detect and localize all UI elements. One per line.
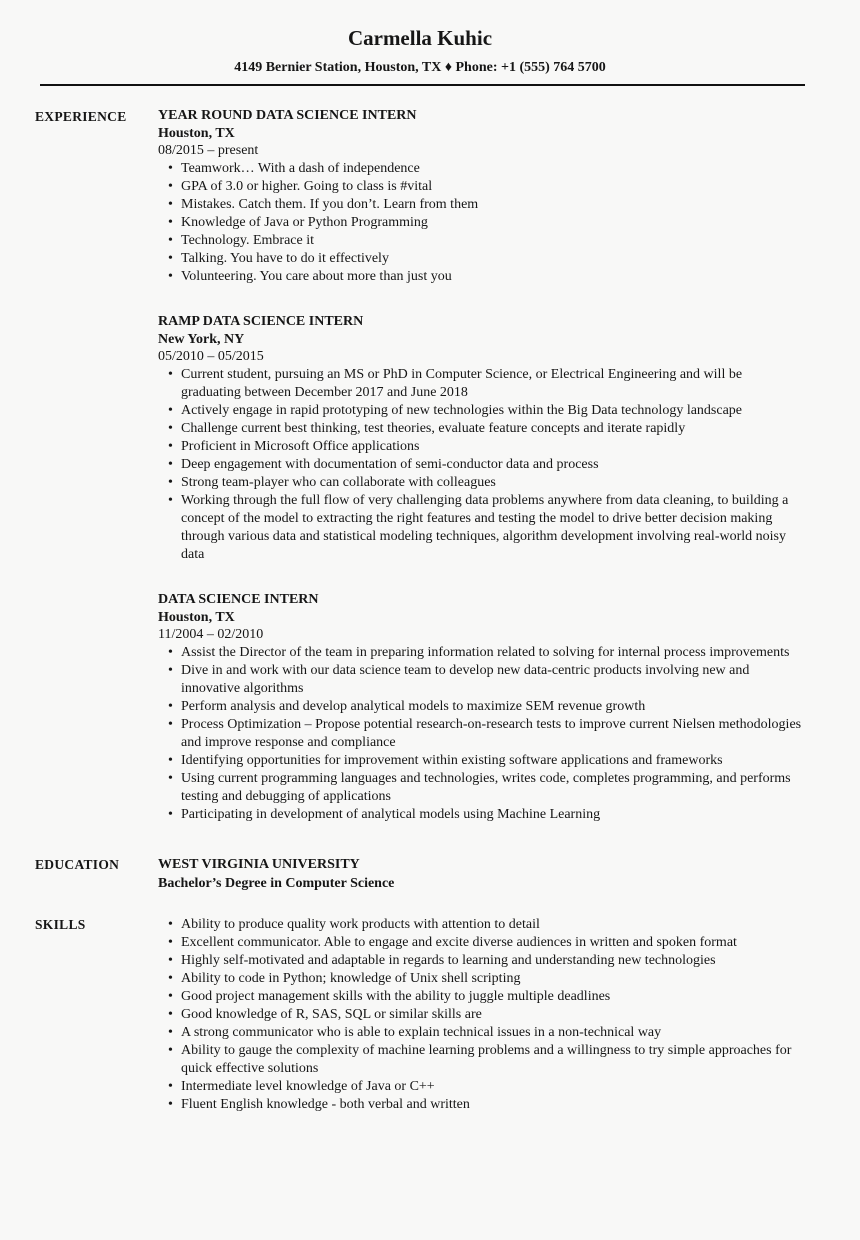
section-label-experience: EXPERIENCE: [35, 109, 127, 124]
job-location: Houston, TX: [158, 610, 235, 625]
bullet-item: • Intermediate level knowledge of Java or C++: [181, 1078, 805, 1096]
job-location: Houston, TX: [158, 126, 235, 141]
bullet-item: • Talking. You have to do it effectively: [181, 250, 805, 268]
job-title: DATA SCIENCE INTERN: [158, 592, 319, 607]
job-entry-3: [158, 591, 805, 824]
header-divider: [40, 84, 805, 86]
bullet-item: • Participating in development of analytical models using Machine Learning: [181, 806, 805, 824]
job-title: RAMP DATA SCIENCE INTERN: [158, 314, 364, 329]
bullet-item: • Current student, pursuing an MS or PhD in Computer Science, or Electrical Engineering and will be graduating between December 2017 and June 2018: [181, 366, 805, 402]
experience-body: [158, 107, 805, 824]
job-bullet-list: [158, 366, 805, 564]
contact-line: 4149 Bernier Station, Houston, TX ♦ Phone: +1 (555) 764 5700: [234, 60, 606, 75]
bullet-item: • Strong team-player who can collaborate with colleagues: [181, 474, 805, 492]
bullet-item: • GPA of 3.0 or higher. Going to class is #vital: [181, 178, 805, 196]
section-label-education: EDUCATION: [35, 857, 120, 872]
bullet-item: • Ability to gauge the complexity of machine learning problems and a willingness to try simple approaches for quick effective solutions: [181, 1042, 805, 1078]
education-body: [158, 855, 805, 893]
job-dates: 08/2015 – present: [158, 143, 259, 158]
job-bullet-list: [158, 644, 805, 824]
bullet-item: • Good project management skills with the ability to juggle multiple deadlines: [181, 988, 805, 1006]
bullet-item: • Volunteering. You care about more than just you: [181, 268, 805, 286]
bullet-item: • Technology. Embrace it: [181, 232, 805, 250]
job-title: YEAR ROUND DATA SCIENCE INTERN: [158, 108, 417, 123]
job-location: New York, NY: [158, 332, 245, 347]
job-dates: 05/2010 – 05/2015: [158, 349, 264, 364]
skills-body: [158, 915, 805, 1114]
section-label-skills: SKILLS: [35, 917, 86, 932]
bullet-item: • Good knowledge of R, SAS, SQL or similar skills are: [181, 1006, 805, 1024]
bullet-item: • Highly self-motivated and adaptable in regards to learning and understanding new technologies: [181, 952, 805, 970]
section-education: [35, 855, 805, 893]
bullet-item: • Teamwork… With a dash of independence: [181, 160, 805, 178]
job-entry-2: [158, 313, 805, 564]
bullet-item: • Using current programming languages and technologies, writes code, completes programming, and performs testing and debugging of applications: [181, 770, 805, 806]
section-skills: [35, 915, 805, 1114]
bullet-item: • Identifying opportunities for improvement within existing software applications and frameworks: [181, 752, 805, 770]
bullet-item: • Working through the full flow of very challenging data problems anywhere from data cleaning, to building a concept of the model to extracting the right features and testing the model to drive better decision making through various data and statistical modeling techniques, algorithm development involving real-world noisy data: [181, 492, 805, 564]
bullet-item: • Assist the Director of the team in preparing information related to solving for internal process improvements: [181, 644, 805, 662]
job-bullet-list: [158, 160, 805, 286]
bullet-item: • Process Optimization – Propose potential research-on-research tests to improve current Nielsen methodologies and improve response and compliance: [181, 716, 805, 752]
bullet-item: • Challenge current best thinking, test theories, evaluate feature concepts and iterate rapidly: [181, 420, 805, 438]
job-dates: 11/2004 – 02/2010: [158, 627, 264, 642]
bullet-item: • Ability to produce quality work products with attention to detail: [181, 916, 805, 934]
bullet-item: • Perform analysis and develop analytical models to maximize SEM revenue growth: [181, 698, 805, 716]
section-experience: [35, 107, 805, 824]
education-school: WEST VIRGINIA UNIVERSITY: [158, 857, 360, 872]
bullet-item: • Proficient in Microsoft Office applications: [181, 438, 805, 456]
job-entry-1: [158, 107, 805, 286]
bullet-item: • A strong communicator who is able to explain technical issues in a non-technical way: [181, 1024, 805, 1042]
bullet-item: • Mistakes. Catch them. If you don’t. Learn from them: [181, 196, 805, 214]
bullet-item: • Deep engagement with documentation of semi-conductor data and process: [181, 456, 805, 474]
bullet-item: • Excellent communicator. Able to engage and excite diverse audiences in written and spoken format: [181, 934, 805, 952]
bullet-item: • Fluent English knowledge - both verbal and written: [181, 1096, 805, 1114]
bullet-item: • Knowledge of Java or Python Programming: [181, 214, 805, 232]
education-degree: Bachelor’s Degree in Computer Science: [158, 876, 395, 891]
bullet-item: • Actively engage in rapid prototyping of new technologies within the Big Data technology landscape: [181, 402, 805, 420]
bullet-item: • Dive in and work with our data science team to develop new data-centric products involving new and innovative algorithms: [181, 662, 805, 698]
bullet-item: • Ability to code in Python; knowledge of Unix shell scripting: [181, 970, 805, 988]
person-name: Carmella Kuhic: [347, 26, 493, 50]
resume-header: [35, 26, 805, 86]
skills-bullet-list: [158, 916, 805, 1114]
